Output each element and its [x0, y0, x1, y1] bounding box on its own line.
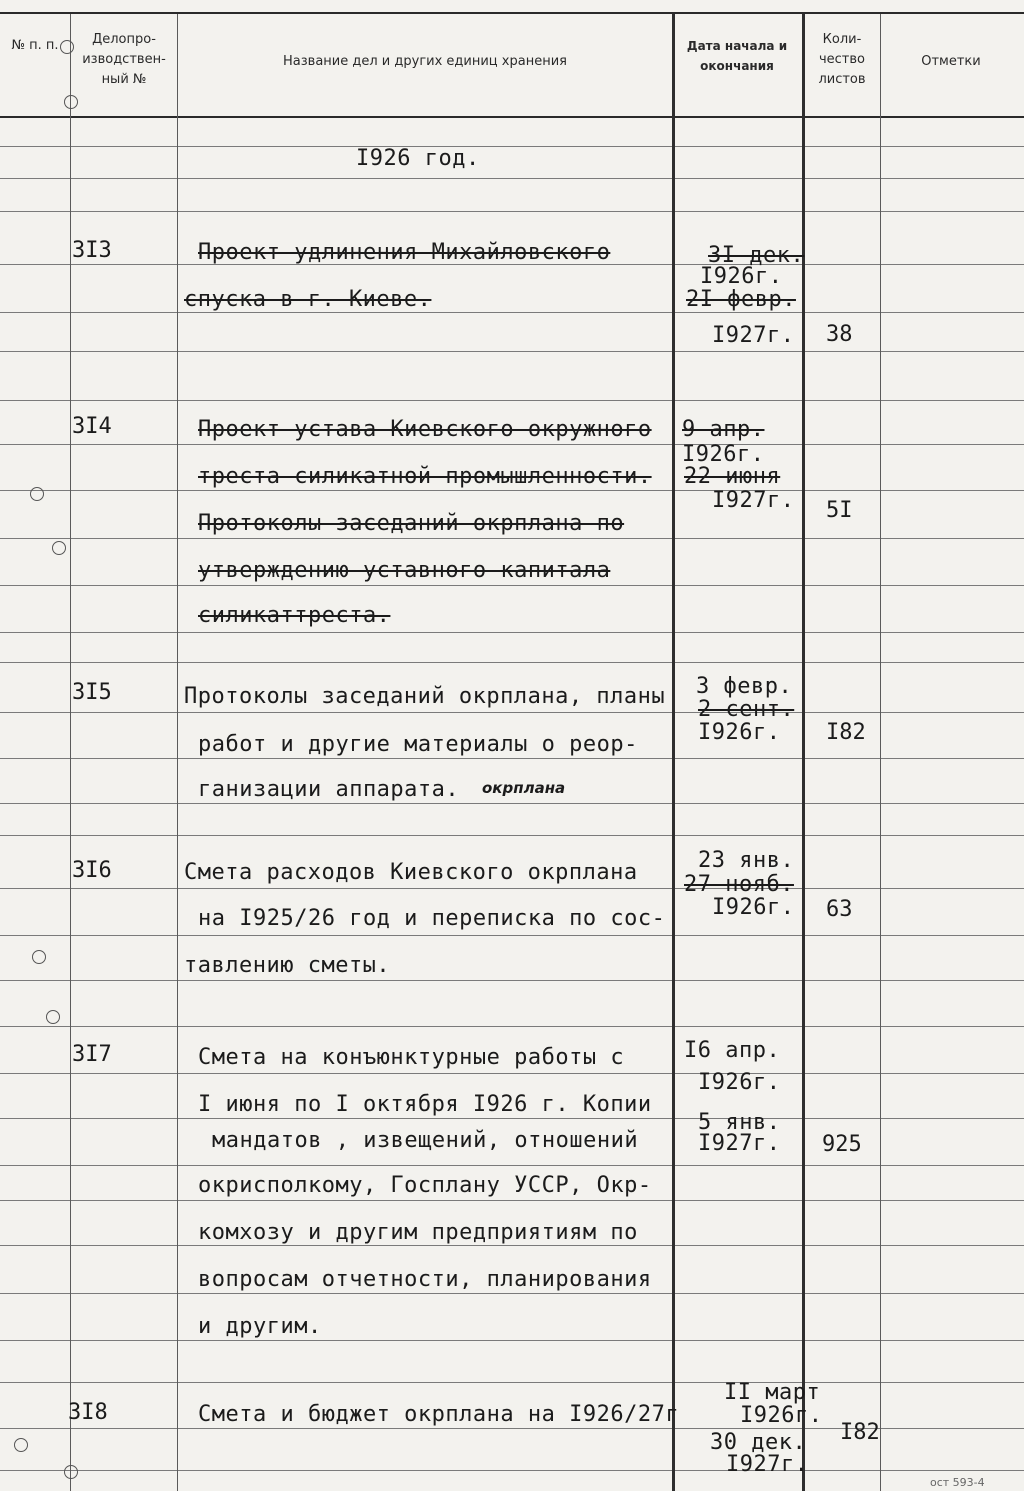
ruled-line [0, 632, 1024, 633]
row-date: 3I дек. [708, 243, 805, 268]
row-date: 27 нояб. [684, 872, 794, 897]
row-sheets: 63 [826, 897, 853, 922]
ruled-line [0, 803, 1024, 804]
column-divider [880, 14, 881, 1491]
row-title-line: Смета и бюджет окрплана на I926/27г [198, 1402, 680, 1427]
ruled-line [0, 1340, 1024, 1341]
header-col-title: Название дел и других единиц хранения [283, 54, 567, 69]
ruled-line [0, 1026, 1024, 1027]
row-date: I926г. [698, 720, 781, 745]
ruled-line [0, 935, 1024, 936]
row-date: 30 дек. [710, 1430, 807, 1455]
row-number: 3I7 [72, 1042, 112, 1067]
column-divider [802, 14, 805, 1491]
handwritten-note: окрплана [482, 779, 566, 797]
header-bottom-border [0, 116, 1024, 118]
punch-hole [52, 541, 66, 555]
row-title-line: Проект удлинения Михайловского [198, 240, 611, 265]
punch-hole [30, 487, 44, 501]
ruled-line [0, 662, 1024, 663]
row-date: 3 февр. [696, 674, 793, 699]
row-sheets: I82 [826, 720, 866, 745]
ruled-line [0, 1073, 1024, 1074]
row-title-line: Протоколы заседаний окрплана, планы [184, 684, 666, 709]
row-title-line: окрисполкому, Госплану УССР, Окр- [198, 1173, 652, 1198]
ruled-line [0, 1293, 1024, 1294]
row-date: I926г. [682, 442, 765, 467]
row-title-line: вопросам отчетности, планирования [198, 1267, 652, 1292]
row-date: 9 апр. [682, 417, 765, 442]
ruled-line [0, 1200, 1024, 1201]
ruled-line [0, 585, 1024, 586]
row-title-line: треста силикатной промышленности. [198, 464, 652, 489]
year-heading: I926 год. [356, 146, 480, 171]
row-title-line: и другим. [198, 1314, 322, 1339]
row-title-line: тавлению сметы. [184, 953, 391, 978]
ruled-line [0, 888, 1024, 889]
row-title-line: Проект устава Киевского окружного [198, 417, 652, 442]
row-number: 3I5 [72, 680, 112, 705]
row-title-line: I июня по I октября I926 г. Копии [198, 1092, 652, 1117]
ruled-line [0, 351, 1024, 352]
row-title-line: Протоколы заседаний окрплана по [198, 511, 625, 536]
header-col-delo: Делопро-изводствен-ный № [82, 32, 166, 87]
row-sheets: 925 [822, 1132, 862, 1157]
row-date: I927г. [726, 1452, 809, 1477]
ruled-line [0, 758, 1024, 759]
row-number: 3I3 [72, 238, 112, 263]
punch-hole [46, 1010, 60, 1024]
punch-hole [64, 95, 78, 109]
row-title-line: Смета на конъюнктурные работы с [198, 1045, 625, 1070]
punch-hole [64, 1465, 78, 1479]
row-date: I927г. [712, 488, 795, 513]
punch-hole [32, 950, 46, 964]
ruled-line [0, 444, 1024, 445]
ruled-line [0, 178, 1024, 179]
row-number: 3I8 [68, 1400, 108, 1425]
row-date: 2 сент. [698, 697, 795, 722]
row-sheets: I82 [840, 1420, 880, 1445]
header-col-sheets: Коли-чество листов [818, 32, 866, 87]
row-date: 22 июня [684, 464, 781, 489]
row-date: 2I февр. [686, 287, 796, 312]
ruled-line [0, 1470, 1024, 1471]
row-date: I926г. [712, 895, 795, 920]
row-date: I926г. [698, 1070, 781, 1095]
row-title-line: силикаттреста. [198, 603, 391, 628]
row-date: I927г. [712, 323, 795, 348]
row-title-line: комхозу и другим предприятиям по [198, 1220, 638, 1245]
row-date: I927г. [698, 1131, 781, 1156]
row-title-line: мандатов , извещений, отношений [212, 1128, 639, 1153]
ruled-line [0, 1165, 1024, 1166]
row-title-line: ганизации аппарата. [198, 777, 460, 802]
ruled-line [0, 1382, 1024, 1383]
ruled-line [0, 211, 1024, 212]
ruled-line [0, 490, 1024, 491]
column-divider [70, 14, 71, 1491]
header-col-dates: Дата начала и окончания [686, 39, 788, 73]
row-sheets: 5I [826, 498, 853, 523]
punch-hole [60, 40, 74, 54]
ruled-line [0, 312, 1024, 313]
punch-hole [14, 1438, 28, 1452]
column-divider [672, 14, 675, 1491]
row-title-line: на I925/26 год и переписка по сос- [198, 906, 666, 931]
top-border [0, 12, 1024, 14]
row-number: 3I4 [72, 414, 112, 439]
ruled-line [0, 146, 1024, 147]
ruled-line [0, 980, 1024, 981]
row-date: II март [724, 1380, 821, 1405]
header-col-notes: Отметки [921, 54, 981, 69]
ruled-line [0, 1118, 1024, 1119]
row-date: I926г. [740, 1403, 823, 1428]
row-number: 3I6 [72, 858, 112, 883]
row-title-line: Смета расходов Киевского окрплана [184, 860, 638, 885]
column-divider [177, 14, 178, 1491]
ruled-line [0, 835, 1024, 836]
row-date: 23 янв. [698, 848, 795, 873]
ruled-line [0, 538, 1024, 539]
row-title-line: спуска в г. Киеве. [184, 287, 432, 312]
form-number: ост 593-4 [930, 1476, 985, 1489]
row-title-line: утверждению уставного капитала [198, 558, 611, 583]
ruled-line [0, 712, 1024, 713]
row-sheets: 38 [826, 322, 853, 347]
row-date: I926г. [700, 264, 783, 289]
row-title-line: работ и другие материалы о реор- [198, 732, 638, 757]
row-date: 5 янв. [698, 1110, 781, 1135]
header-col-no: № п. п. [11, 38, 59, 53]
row-date: I6 апр. [684, 1038, 781, 1063]
ruled-line [0, 400, 1024, 401]
